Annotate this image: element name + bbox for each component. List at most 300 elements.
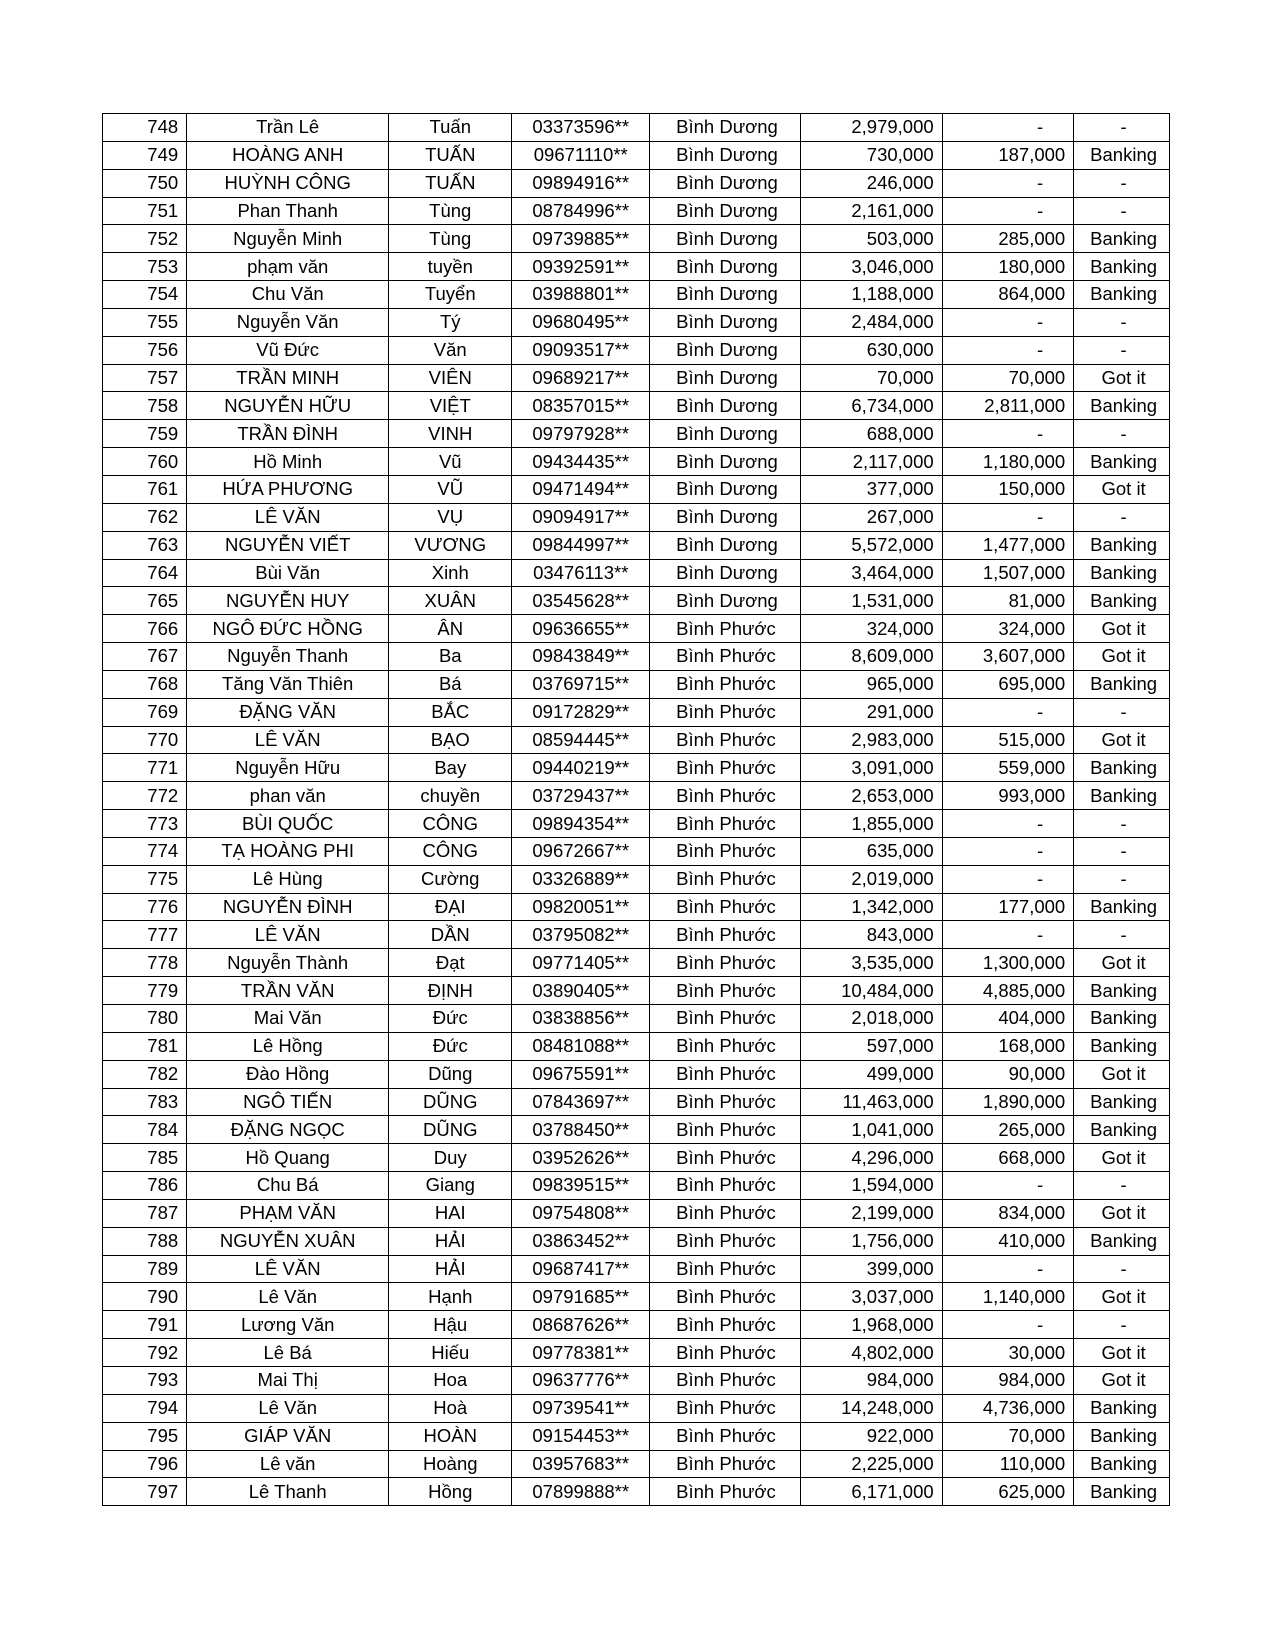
row-number-cell: 749 [103, 141, 187, 169]
phone-cell: 09739541** [512, 1394, 650, 1422]
phone-cell: 07843697** [512, 1088, 650, 1116]
paid-amount-cell: 90,000 [942, 1060, 1074, 1088]
paid-amount-cell: - [942, 308, 1074, 336]
paid-amount-cell: 265,000 [942, 1116, 1074, 1144]
row-number-cell: 764 [103, 559, 187, 587]
paid-amount-cell: 625,000 [942, 1478, 1074, 1506]
first-name-cell: VIÊN [389, 364, 512, 392]
first-name-cell: Giang [389, 1172, 512, 1200]
paid-amount-cell: 150,000 [942, 475, 1074, 503]
paid-amount-cell: - [942, 810, 1074, 838]
region-cell: Bình Phước [650, 1172, 800, 1200]
phone-cell: 03545628** [512, 587, 650, 615]
amount-cell: 4,296,000 [800, 1144, 942, 1172]
first-name-cell: ĐẠI [389, 893, 512, 921]
row-number-cell: 766 [103, 615, 187, 643]
last-name-cell: GIÁP VĂN [187, 1422, 389, 1450]
paid-amount-cell: - [942, 921, 1074, 949]
phone-cell: 09675591** [512, 1060, 650, 1088]
paid-amount-cell: - [942, 114, 1074, 142]
phone-cell: 09791685** [512, 1283, 650, 1311]
phone-cell: 03838856** [512, 1005, 650, 1033]
row-number-cell: 791 [103, 1311, 187, 1339]
payment-method-cell: Banking [1074, 1394, 1170, 1422]
table-row [103, 587, 1170, 615]
paid-amount-cell: 834,000 [942, 1199, 1074, 1227]
first-name-cell: Tùng [389, 197, 512, 225]
amount-cell: 5,572,000 [800, 531, 942, 559]
amount-cell: 324,000 [800, 615, 942, 643]
first-name-cell: XUÂN [389, 587, 512, 615]
amount-cell: 14,248,000 [800, 1394, 942, 1422]
amount-cell: 503,000 [800, 225, 942, 253]
table-row [103, 1366, 1170, 1394]
amount-cell: 2,199,000 [800, 1199, 942, 1227]
table-row [103, 281, 1170, 309]
amount-cell: 688,000 [800, 420, 942, 448]
phone-cell: 03890405** [512, 977, 650, 1005]
first-name-cell: Dũng [389, 1060, 512, 1088]
phone-cell: 09894354** [512, 810, 650, 838]
row-number-cell: 788 [103, 1227, 187, 1255]
first-name-cell: BẮC [389, 698, 512, 726]
paid-amount-cell: - [942, 197, 1074, 225]
table-row [103, 810, 1170, 838]
region-cell: Bình Dương [650, 392, 800, 420]
table-row [103, 754, 1170, 782]
table-row [103, 865, 1170, 893]
paid-amount-cell: 404,000 [942, 1005, 1074, 1033]
region-cell: Bình Dương [650, 475, 800, 503]
row-number-cell: 755 [103, 308, 187, 336]
paid-amount-cell: 984,000 [942, 1366, 1074, 1394]
row-number-cell: 786 [103, 1172, 187, 1200]
amount-cell: 399,000 [800, 1255, 942, 1283]
first-name-cell: Tuấn [389, 114, 512, 142]
amount-cell: 2,983,000 [800, 726, 942, 754]
row-number-cell: 769 [103, 698, 187, 726]
paid-amount-cell: - [942, 1311, 1074, 1339]
last-name-cell: Bùi Văn [187, 559, 389, 587]
first-name-cell: ĐỊNH [389, 977, 512, 1005]
table-row [103, 1199, 1170, 1227]
paid-amount-cell: 1,140,000 [942, 1283, 1074, 1311]
first-name-cell: Hoà [389, 1394, 512, 1422]
table-row [103, 336, 1170, 364]
table-row [103, 1311, 1170, 1339]
row-number-cell: 762 [103, 503, 187, 531]
row-number-cell: 775 [103, 865, 187, 893]
last-name-cell: NGÔ ĐỨC HỒNG [187, 615, 389, 643]
amount-cell: 2,117,000 [800, 448, 942, 476]
first-name-cell: HẢI [389, 1255, 512, 1283]
payment-method-cell: Got it [1074, 1199, 1170, 1227]
last-name-cell: Phan Thanh [187, 197, 389, 225]
phone-cell: 09671110** [512, 141, 650, 169]
payment-method-cell: Banking [1074, 531, 1170, 559]
first-name-cell: Bá [389, 670, 512, 698]
payment-method-cell: - [1074, 921, 1170, 949]
first-name-cell: Hoa [389, 1366, 512, 1394]
phone-cell: 09689217** [512, 364, 650, 392]
region-cell: Bình Dương [650, 420, 800, 448]
amount-cell: 11,463,000 [800, 1088, 942, 1116]
amount-cell: 2,161,000 [800, 197, 942, 225]
phone-cell: 09172829** [512, 698, 650, 726]
payment-method-cell: Banking [1074, 1032, 1170, 1060]
region-cell: Bình Phước [650, 1199, 800, 1227]
last-name-cell: TRẦN ĐÌNH [187, 420, 389, 448]
first-name-cell: Tùng [389, 225, 512, 253]
paid-amount-cell: 1,890,000 [942, 1088, 1074, 1116]
table-row [103, 1227, 1170, 1255]
last-name-cell: HỨA PHƯƠNG [187, 475, 389, 503]
last-name-cell: Trần Lê [187, 114, 389, 142]
row-number-cell: 777 [103, 921, 187, 949]
amount-cell: 1,968,000 [800, 1311, 942, 1339]
amount-cell: 2,225,000 [800, 1450, 942, 1478]
table-row [103, 1088, 1170, 1116]
region-cell: Bình Phước [650, 1032, 800, 1060]
payment-method-cell: Banking [1074, 1116, 1170, 1144]
row-number-cell: 792 [103, 1339, 187, 1367]
first-name-cell: Ba [389, 643, 512, 671]
table-row [103, 615, 1170, 643]
payment-method-cell: - [1074, 837, 1170, 865]
amount-cell: 922,000 [800, 1422, 942, 1450]
phone-cell: 08687626** [512, 1311, 650, 1339]
first-name-cell: Xinh [389, 559, 512, 587]
phone-cell: 09636655** [512, 615, 650, 643]
data-table [102, 113, 1170, 1506]
first-name-cell: Tuyển [389, 281, 512, 309]
row-number-cell: 748 [103, 114, 187, 142]
region-cell: Bình Phước [650, 1227, 800, 1255]
region-cell: Bình Dương [650, 281, 800, 309]
last-name-cell: Lê Hùng [187, 865, 389, 893]
table-row [103, 1144, 1170, 1172]
amount-cell: 1,041,000 [800, 1116, 942, 1144]
row-number-cell: 752 [103, 225, 187, 253]
amount-cell: 3,091,000 [800, 754, 942, 782]
payment-method-cell: Got it [1074, 1339, 1170, 1367]
region-cell: Bình Dương [650, 114, 800, 142]
phone-cell: 09839515** [512, 1172, 650, 1200]
last-name-cell: TRẦN VĂN [187, 977, 389, 1005]
region-cell: Bình Dương [650, 364, 800, 392]
region-cell: Bình Dương [650, 587, 800, 615]
phone-cell: 07899888** [512, 1478, 650, 1506]
payment-method-cell: Banking [1074, 1088, 1170, 1116]
paid-amount-cell: 4,885,000 [942, 977, 1074, 1005]
payment-method-cell: Got it [1074, 1144, 1170, 1172]
region-cell: Bình Phước [650, 893, 800, 921]
region-cell: Bình Phước [650, 949, 800, 977]
region-cell: Bình Phước [650, 1478, 800, 1506]
row-number-cell: 759 [103, 420, 187, 448]
amount-cell: 3,464,000 [800, 559, 942, 587]
phone-cell: 03863452** [512, 1227, 650, 1255]
payment-method-cell: - [1074, 169, 1170, 197]
first-name-cell: DŨNG [389, 1088, 512, 1116]
row-number-cell: 773 [103, 810, 187, 838]
payment-method-cell: Got it [1074, 949, 1170, 977]
amount-cell: 377,000 [800, 475, 942, 503]
row-number-cell: 779 [103, 977, 187, 1005]
row-number-cell: 763 [103, 531, 187, 559]
payment-method-cell: Banking [1074, 587, 1170, 615]
row-number-cell: 783 [103, 1088, 187, 1116]
paid-amount-cell: - [942, 169, 1074, 197]
first-name-cell: CÔNG [389, 837, 512, 865]
payment-method-cell: Banking [1074, 1422, 1170, 1450]
phone-cell: 09844997** [512, 531, 650, 559]
payment-method-cell: - [1074, 336, 1170, 364]
table-row [103, 782, 1170, 810]
phone-cell: 03326889** [512, 865, 650, 893]
first-name-cell: Tý [389, 308, 512, 336]
region-cell: Bình Phước [650, 643, 800, 671]
phone-cell: 08784996** [512, 197, 650, 225]
last-name-cell: phạm văn [187, 253, 389, 281]
region-cell: Bình Phước [650, 810, 800, 838]
table-row [103, 1394, 1170, 1422]
row-number-cell: 770 [103, 726, 187, 754]
region-cell: Bình Phước [650, 1283, 800, 1311]
first-name-cell: HẢI [389, 1227, 512, 1255]
phone-cell: 09739885** [512, 225, 650, 253]
table-row [103, 114, 1170, 142]
last-name-cell: Chu Bá [187, 1172, 389, 1200]
region-cell: Bình Dương [650, 448, 800, 476]
table-body [103, 114, 1170, 1506]
row-number-cell: 756 [103, 336, 187, 364]
table-row [103, 1005, 1170, 1033]
first-name-cell: BẠO [389, 726, 512, 754]
phone-cell: 03952626** [512, 1144, 650, 1172]
table-row [103, 1032, 1170, 1060]
payment-method-cell: Banking [1074, 670, 1170, 698]
payment-method-cell: Banking [1074, 893, 1170, 921]
first-name-cell: VINH [389, 420, 512, 448]
region-cell: Bình Dương [650, 503, 800, 531]
last-name-cell: TẠ HOÀNG PHI [187, 837, 389, 865]
table-row [103, 1450, 1170, 1478]
amount-cell: 6,171,000 [800, 1478, 942, 1506]
paid-amount-cell: 864,000 [942, 281, 1074, 309]
first-name-cell: Hồng [389, 1478, 512, 1506]
amount-cell: 1,756,000 [800, 1227, 942, 1255]
payment-method-cell: - [1074, 865, 1170, 893]
payment-method-cell: Banking [1074, 392, 1170, 420]
payment-method-cell: Banking [1074, 141, 1170, 169]
first-name-cell: Bay [389, 754, 512, 782]
table-row [103, 308, 1170, 336]
phone-cell: 09440219** [512, 754, 650, 782]
last-name-cell: ĐẶNG VĂN [187, 698, 389, 726]
amount-cell: 246,000 [800, 169, 942, 197]
last-name-cell: Mai Thị [187, 1366, 389, 1394]
paid-amount-cell: 1,507,000 [942, 559, 1074, 587]
payment-method-cell: Banking [1074, 253, 1170, 281]
last-name-cell: Lê văn [187, 1450, 389, 1478]
last-name-cell: NGUYỄN HUY [187, 587, 389, 615]
phone-cell: 03957683** [512, 1450, 650, 1478]
table-row [103, 225, 1170, 253]
region-cell: Bình Phước [650, 921, 800, 949]
first-name-cell: TUẤN [389, 169, 512, 197]
table-row [103, 1255, 1170, 1283]
paid-amount-cell: 559,000 [942, 754, 1074, 782]
row-number-cell: 782 [103, 1060, 187, 1088]
row-number-cell: 754 [103, 281, 187, 309]
row-number-cell: 778 [103, 949, 187, 977]
row-number-cell: 790 [103, 1283, 187, 1311]
region-cell: Bình Dương [650, 531, 800, 559]
payment-method-cell: - [1074, 1311, 1170, 1339]
payment-method-cell: - [1074, 698, 1170, 726]
amount-cell: 843,000 [800, 921, 942, 949]
payment-method-cell: - [1074, 1255, 1170, 1283]
first-name-cell: Hoàng [389, 1450, 512, 1478]
phone-cell: 09672667** [512, 837, 650, 865]
payment-method-cell: - [1074, 114, 1170, 142]
row-number-cell: 793 [103, 1366, 187, 1394]
amount-cell: 2,653,000 [800, 782, 942, 810]
phone-cell: 03795082** [512, 921, 650, 949]
paid-amount-cell: 1,180,000 [942, 448, 1074, 476]
last-name-cell: Hồ Quang [187, 1144, 389, 1172]
last-name-cell: Tăng Văn Thiên [187, 670, 389, 698]
region-cell: Bình Phước [650, 1339, 800, 1367]
first-name-cell: Đức [389, 1005, 512, 1033]
amount-cell: 730,000 [800, 141, 942, 169]
first-name-cell: ÂN [389, 615, 512, 643]
last-name-cell: NGÔ TIẾN [187, 1088, 389, 1116]
last-name-cell: Nguyễn Thanh [187, 643, 389, 671]
paid-amount-cell: 285,000 [942, 225, 1074, 253]
first-name-cell: DŨNG [389, 1116, 512, 1144]
last-name-cell: Lê Văn [187, 1394, 389, 1422]
paid-amount-cell: 70,000 [942, 1422, 1074, 1450]
payment-method-cell: Got it [1074, 643, 1170, 671]
amount-cell: 1,188,000 [800, 281, 942, 309]
row-number-cell: 795 [103, 1422, 187, 1450]
phone-cell: 09094917** [512, 503, 650, 531]
phone-cell: 08357015** [512, 392, 650, 420]
region-cell: Bình Phước [650, 1060, 800, 1088]
paid-amount-cell: 2,811,000 [942, 392, 1074, 420]
phone-cell: 09843849** [512, 643, 650, 671]
payment-method-cell: Banking [1074, 281, 1170, 309]
paid-amount-cell: 410,000 [942, 1227, 1074, 1255]
paid-amount-cell: - [942, 698, 1074, 726]
amount-cell: 70,000 [800, 364, 942, 392]
row-number-cell: 781 [103, 1032, 187, 1060]
amount-cell: 984,000 [800, 1366, 942, 1394]
first-name-cell: VŨ [389, 475, 512, 503]
amount-cell: 499,000 [800, 1060, 942, 1088]
payment-method-cell: Got it [1074, 364, 1170, 392]
paid-amount-cell: 180,000 [942, 253, 1074, 281]
row-number-cell: 761 [103, 475, 187, 503]
amount-cell: 3,037,000 [800, 1283, 942, 1311]
first-name-cell: Hậu [389, 1311, 512, 1339]
payment-method-cell: Banking [1074, 448, 1170, 476]
phone-cell: 09154453** [512, 1422, 650, 1450]
payment-method-cell: Banking [1074, 1478, 1170, 1506]
amount-cell: 291,000 [800, 698, 942, 726]
last-name-cell: NGUYỄN ĐÌNH [187, 893, 389, 921]
row-number-cell: 784 [103, 1116, 187, 1144]
paid-amount-cell: - [942, 837, 1074, 865]
row-number-cell: 780 [103, 1005, 187, 1033]
table-row [103, 1172, 1170, 1200]
phone-cell: 03729437** [512, 782, 650, 810]
amount-cell: 1,531,000 [800, 587, 942, 615]
row-number-cell: 760 [103, 448, 187, 476]
table-row [103, 503, 1170, 531]
row-number-cell: 774 [103, 837, 187, 865]
region-cell: Bình Phước [650, 782, 800, 810]
row-number-cell: 796 [103, 1450, 187, 1478]
phone-cell: 09392591** [512, 253, 650, 281]
last-name-cell: Lê Hồng [187, 1032, 389, 1060]
table-row [103, 670, 1170, 698]
table-row [103, 949, 1170, 977]
region-cell: Bình Phước [650, 754, 800, 782]
row-number-cell: 750 [103, 169, 187, 197]
paid-amount-cell: 1,300,000 [942, 949, 1074, 977]
table-row [103, 475, 1170, 503]
last-name-cell: ĐẶNG NGỌC [187, 1116, 389, 1144]
row-number-cell: 787 [103, 1199, 187, 1227]
region-cell: Bình Phước [650, 1144, 800, 1172]
phone-cell: 09778381** [512, 1339, 650, 1367]
phone-cell: 08481088** [512, 1032, 650, 1060]
table-row [103, 559, 1170, 587]
region-cell: Bình Phước [650, 615, 800, 643]
last-name-cell: TRẦN MINH [187, 364, 389, 392]
table-row [103, 726, 1170, 754]
amount-cell: 597,000 [800, 1032, 942, 1060]
row-number-cell: 776 [103, 893, 187, 921]
amount-cell: 630,000 [800, 336, 942, 364]
paid-amount-cell: 324,000 [942, 615, 1074, 643]
payment-method-cell: Banking [1074, 1227, 1170, 1255]
payment-method-cell: - [1074, 503, 1170, 531]
first-name-cell: Vũ [389, 448, 512, 476]
payment-method-cell: Got it [1074, 615, 1170, 643]
first-name-cell: chuyền [389, 782, 512, 810]
first-name-cell: HOÀN [389, 1422, 512, 1450]
first-name-cell: Văn [389, 336, 512, 364]
amount-cell: 2,979,000 [800, 114, 942, 142]
paid-amount-cell: 30,000 [942, 1339, 1074, 1367]
paid-amount-cell: 110,000 [942, 1450, 1074, 1478]
region-cell: Bình Phước [650, 865, 800, 893]
table-row [103, 1283, 1170, 1311]
payment-method-cell: - [1074, 1172, 1170, 1200]
table-row [103, 531, 1170, 559]
table-row [103, 1422, 1170, 1450]
amount-cell: 965,000 [800, 670, 942, 698]
region-cell: Bình Phước [650, 977, 800, 1005]
row-number-cell: 771 [103, 754, 187, 782]
first-name-cell: HAI [389, 1199, 512, 1227]
table-row [103, 698, 1170, 726]
paid-amount-cell: 70,000 [942, 364, 1074, 392]
